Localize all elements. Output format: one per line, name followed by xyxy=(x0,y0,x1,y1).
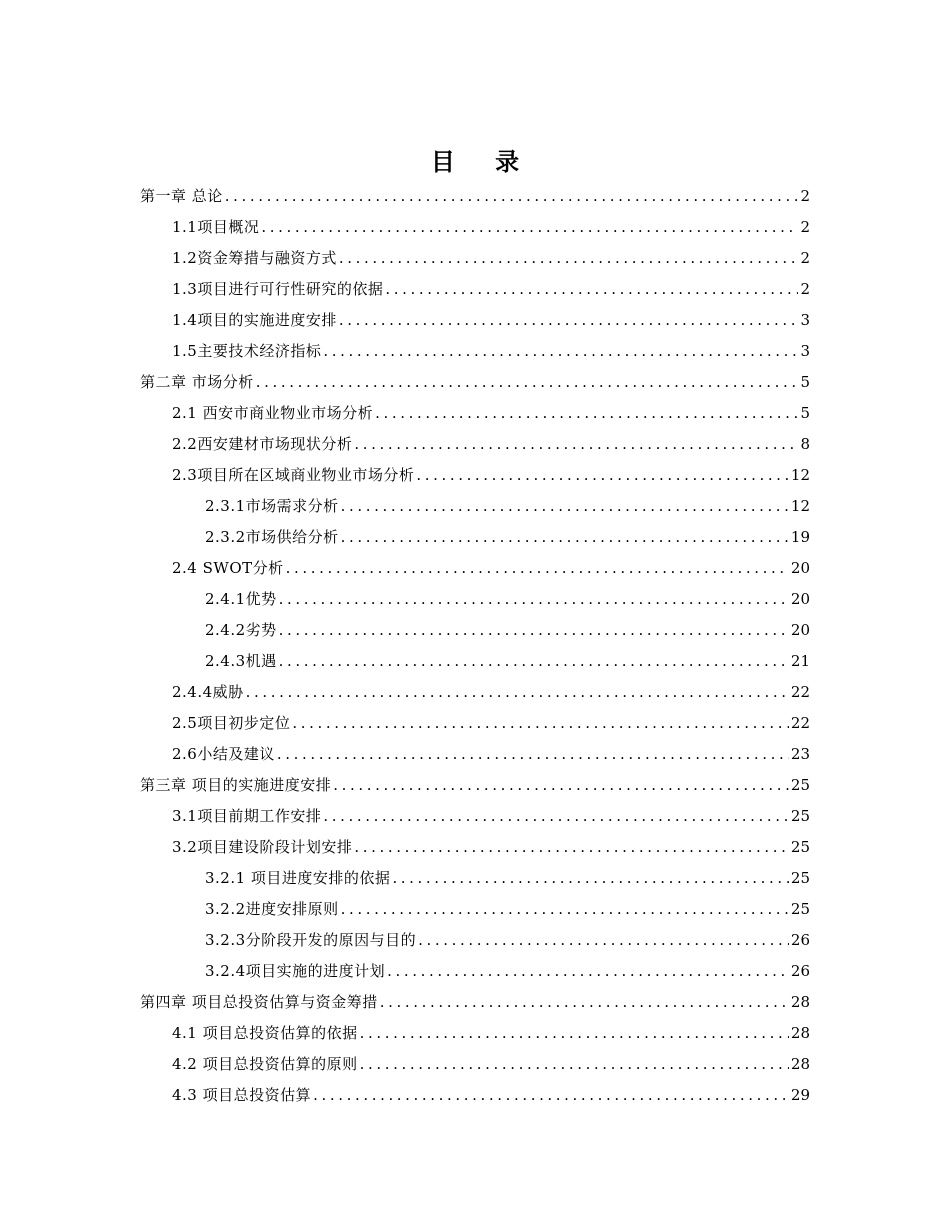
toc-entry-label: 第一章 总论 xyxy=(140,187,223,205)
toc-entry-label: 3.2.2进度安排原则 xyxy=(205,900,339,918)
toc-entry-label: 4.1 项目总投资估算的依据 xyxy=(172,1024,358,1042)
toc-entry-page: 12 xyxy=(790,497,810,515)
toc-entry-page: 2 xyxy=(800,280,810,298)
toc-leader-dots xyxy=(256,370,799,394)
toc-entry[interactable] xyxy=(172,277,810,301)
toc-leader-dots xyxy=(246,680,789,704)
toc-entry[interactable] xyxy=(172,432,810,456)
toc-entry-page: 28 xyxy=(790,993,810,1011)
toc-leader-dots xyxy=(341,897,789,921)
toc-entry-page: 20 xyxy=(790,559,810,577)
toc-entry[interactable] xyxy=(172,401,810,425)
toc-entry-page: 23 xyxy=(790,745,810,763)
toc-leader-dots xyxy=(387,959,789,983)
toc-entry-page: 25 xyxy=(790,869,810,887)
toc-entry-page: 22 xyxy=(790,683,810,701)
toc-entry-label: 2.2西安建材市场现状分析 xyxy=(172,435,353,453)
toc-entry[interactable] xyxy=(172,711,810,735)
toc-entry-label: 3.2项目建设阶段计划安排 xyxy=(172,838,353,856)
toc-entry-label: 2.3项目所在区域商业物业市场分析 xyxy=(172,466,415,484)
toc-leader-dots xyxy=(313,1083,789,1107)
toc-entry-page: 25 xyxy=(790,838,810,856)
toc-entry-page: 26 xyxy=(790,962,810,980)
toc-leader-dots xyxy=(385,277,798,301)
toc-entry-label: 1.2资金筹措与融资方式 xyxy=(172,249,337,267)
toc-entry-label: 2.4.4威胁 xyxy=(172,683,244,701)
toc-entry[interactable] xyxy=(140,370,810,394)
toc-entry-page: 25 xyxy=(790,807,810,825)
toc-entry-page: 22 xyxy=(790,714,810,732)
toc-entry-page: 29 xyxy=(790,1086,810,1104)
toc-entry[interactable] xyxy=(172,1083,810,1107)
toc-leader-dots xyxy=(279,587,789,611)
toc-entry-page: 2 xyxy=(800,218,810,236)
toc-entry-label: 1.5主要技术经济指标 xyxy=(172,342,322,360)
toc-entry[interactable] xyxy=(140,990,810,1014)
toc-entry-label: 2.4 SWOT分析 xyxy=(172,559,284,577)
toc-entry-page: 12 xyxy=(790,466,810,484)
toc-leader-dots xyxy=(375,401,798,425)
toc-entry[interactable] xyxy=(205,649,810,673)
toc-entry-page: 25 xyxy=(790,900,810,918)
toc-entry-page: 28 xyxy=(790,1055,810,1073)
toc-leader-dots xyxy=(354,835,789,859)
toc-entry[interactable] xyxy=(172,680,810,704)
toc-entry[interactable] xyxy=(205,866,810,890)
toc-entry-label: 1.1项目概况 xyxy=(172,218,260,236)
toc-entry[interactable] xyxy=(205,928,810,952)
toc-entry-label: 第二章 市场分析 xyxy=(140,373,254,391)
toc-leader-dots xyxy=(279,618,789,642)
toc-leader-dots xyxy=(261,215,798,239)
toc-entry-label: 2.4.3机遇 xyxy=(205,652,277,670)
toc-leader-dots xyxy=(339,246,799,270)
toc-entry-page: 5 xyxy=(800,373,810,391)
toc-entry-label: 1.3项目进行可行性研究的依据 xyxy=(172,280,384,298)
toc-entry[interactable] xyxy=(205,897,810,921)
toc-entry-label: 4.3 项目总投资估算 xyxy=(172,1086,312,1104)
toc-entry-page: 3 xyxy=(800,342,810,360)
toc-leader-dots xyxy=(418,928,789,952)
toc-leader-dots xyxy=(323,339,798,363)
toc-entry-page: 25 xyxy=(790,776,810,794)
toc-entry-label: 4.2 项目总投资估算的原则 xyxy=(172,1055,358,1073)
toc-entry[interactable] xyxy=(205,587,810,611)
toc-leader-dots xyxy=(279,649,789,673)
toc-leader-dots xyxy=(292,711,789,735)
toc-entry[interactable] xyxy=(205,494,810,518)
toc-entry-label: 2.3.1市场需求分析 xyxy=(205,497,339,515)
toc-entry-label: 2.5项目初步定位 xyxy=(172,714,291,732)
toc-entry-page: 21 xyxy=(790,652,810,670)
toc-leader-dots xyxy=(323,804,789,828)
toc-entry[interactable] xyxy=(172,742,810,766)
toc-entry-label: 2.4.1优势 xyxy=(205,590,277,608)
toc-entry-label: 3.2.3分阶段开发的原因与目的 xyxy=(205,931,417,949)
toc-entry-page: 26 xyxy=(790,931,810,949)
toc-entry[interactable] xyxy=(172,835,810,859)
toc-entry-label: 3.2.4项目实施的进度计划 xyxy=(205,962,386,980)
toc-leader-dots xyxy=(339,308,799,332)
toc-entry[interactable] xyxy=(172,339,810,363)
toc-leader-dots xyxy=(277,742,789,766)
toc-leader-dots xyxy=(341,525,789,549)
toc-leader-dots xyxy=(392,866,788,890)
toc-leader-dots xyxy=(354,432,798,456)
toc-entry-page: 19 xyxy=(790,528,810,546)
toc-entry-label: 2.4.2劣势 xyxy=(205,621,277,639)
toc-leader-dots xyxy=(341,494,789,518)
toc-entry[interactable] xyxy=(172,804,810,828)
toc-leader-dots xyxy=(380,990,789,1014)
toc-entry-page: 3 xyxy=(800,311,810,329)
toc-entry-page: 2 xyxy=(800,249,810,267)
toc-entry-label: 2.1 西安市商业物业市场分析 xyxy=(172,404,374,422)
toc-entry[interactable] xyxy=(172,308,810,332)
toc-leader-dots xyxy=(360,1021,789,1045)
toc-entry-page: 2 xyxy=(800,187,810,205)
toc-entry[interactable] xyxy=(172,215,810,239)
toc-entry-label: 2.3.2市场供给分析 xyxy=(205,528,339,546)
toc-entry[interactable] xyxy=(172,556,810,580)
toc-entry-label: 3.2.1 项目进度安排的依据 xyxy=(205,869,391,887)
toc-leader-dots xyxy=(333,773,789,797)
toc-entry[interactable] xyxy=(140,773,810,797)
toc-leader-dots xyxy=(416,463,789,487)
toc-entry-label: 第四章 项目总投资估算与资金筹措 xyxy=(140,993,378,1011)
toc-entry-label: 第三章 项目的实施进度安排 xyxy=(140,776,332,794)
toc-entry[interactable] xyxy=(172,246,810,270)
page-title: 目 录 xyxy=(430,147,536,176)
toc-entry-page: 20 xyxy=(790,590,810,608)
toc-entry-page: 5 xyxy=(800,404,810,422)
toc-entry[interactable] xyxy=(172,1052,810,1076)
toc-entry-label: 3.1项目前期工作安排 xyxy=(172,807,322,825)
toc-entry[interactable] xyxy=(172,1021,810,1045)
toc-leader-dots xyxy=(225,184,799,208)
toc-entry[interactable] xyxy=(205,618,810,642)
toc-entry[interactable] xyxy=(172,463,810,487)
toc-entry[interactable] xyxy=(205,959,810,983)
toc-entry[interactable] xyxy=(140,184,810,208)
toc-entry-page: 28 xyxy=(790,1024,810,1042)
toc-leader-dots xyxy=(360,1052,789,1076)
toc-entry-label: 1.4项目的实施进度安排 xyxy=(172,311,337,329)
toc-entry-page: 20 xyxy=(790,621,810,639)
toc-leader-dots xyxy=(286,556,789,580)
toc-entry-label: 2.6小结及建议 xyxy=(172,745,275,763)
toc-entry-page: 8 xyxy=(800,435,810,453)
toc-entry[interactable] xyxy=(205,525,810,549)
